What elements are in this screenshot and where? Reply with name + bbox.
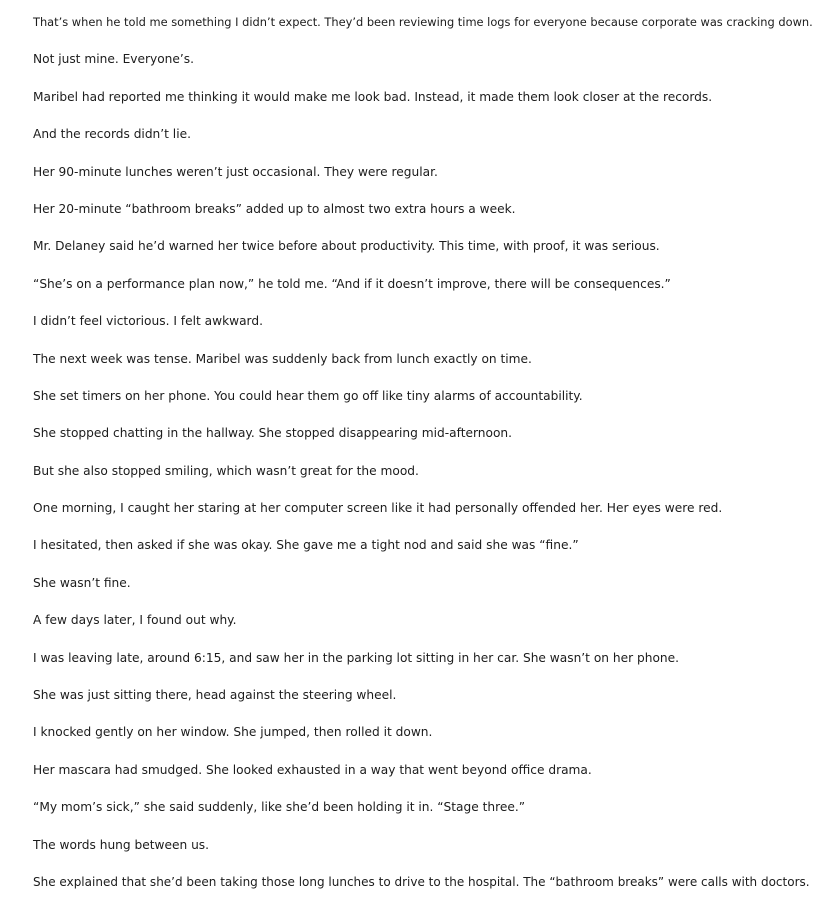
paragraph: “My mom’s sick,” she said suddenly, like she’d been holding it in. “Stage three.” xyxy=(33,800,526,815)
paragraph: She set timers on her phone. You could hear them go off like tiny alarms of accountability. xyxy=(33,388,583,403)
paragraph: I was leaving late, around 6:15, and saw her in the parking lot sitting in her car. She wasn’t on her phone. xyxy=(33,650,680,665)
paragraph: She was just sitting there, head against the steering wheel. xyxy=(33,688,397,703)
paragraph: One morning, I caught her staring at her computer screen like it had personally offended her. Her eyes were red. xyxy=(33,501,723,516)
paragraph: And the records didn’t lie. xyxy=(33,127,191,142)
paragraph: She explained that she’d been taking those long lunches to drive to the hospital. The “bathroom breaks” were calls with doctors. xyxy=(33,874,810,889)
article-body xyxy=(33,14,813,911)
paragraph: The words hung between us. xyxy=(33,837,210,852)
paragraph: She stopped chatting in the hallway. She stopped disappearing mid-afternoon. xyxy=(33,426,513,441)
paragraph: Not just mine. Everyone’s. xyxy=(33,52,194,67)
paragraph: The next week was tense. Maribel was suddenly back from lunch exactly on time. xyxy=(33,351,532,366)
paragraph: Her 90-minute lunches weren’t just occasional. They were regular. xyxy=(33,164,438,179)
paragraph: She wasn’t fine. xyxy=(33,575,131,590)
paragraph: Maribel had reported me thinking it would make me look bad. Instead, it made them look closer at the records. xyxy=(33,89,713,104)
paragraph: I hesitated, then asked if she was okay. She gave me a tight nod and said she was “fine.” xyxy=(33,538,579,553)
paragraph: I knocked gently on her window. She jumped, then rolled it down. xyxy=(33,725,433,740)
paragraph: Mr. Delaney said he’d warned her twice before about productivity. This time, with proof, it was serious. xyxy=(33,239,660,254)
paragraph: I didn’t feel victorious. I felt awkward. xyxy=(33,314,263,329)
paragraph: But she also stopped smiling, which wasn’t great for the mood. xyxy=(33,463,419,478)
paragraph: That’s when he told me something I didn’t expect. They’d been reviewing time logs for everyone because corporate was cracking down. xyxy=(33,15,813,29)
paragraph: Her mascara had smudged. She looked exhausted in a way that went beyond office drama. xyxy=(33,762,592,777)
paragraph: “She’s on a performance plan now,” he told me. “And if it doesn’t improve, there will be consequences.” xyxy=(33,276,671,291)
paragraph: A few days later, I found out why. xyxy=(33,613,237,628)
paragraph: Her 20-minute “bathroom breaks” added up to almost two extra hours a week. xyxy=(33,201,516,216)
